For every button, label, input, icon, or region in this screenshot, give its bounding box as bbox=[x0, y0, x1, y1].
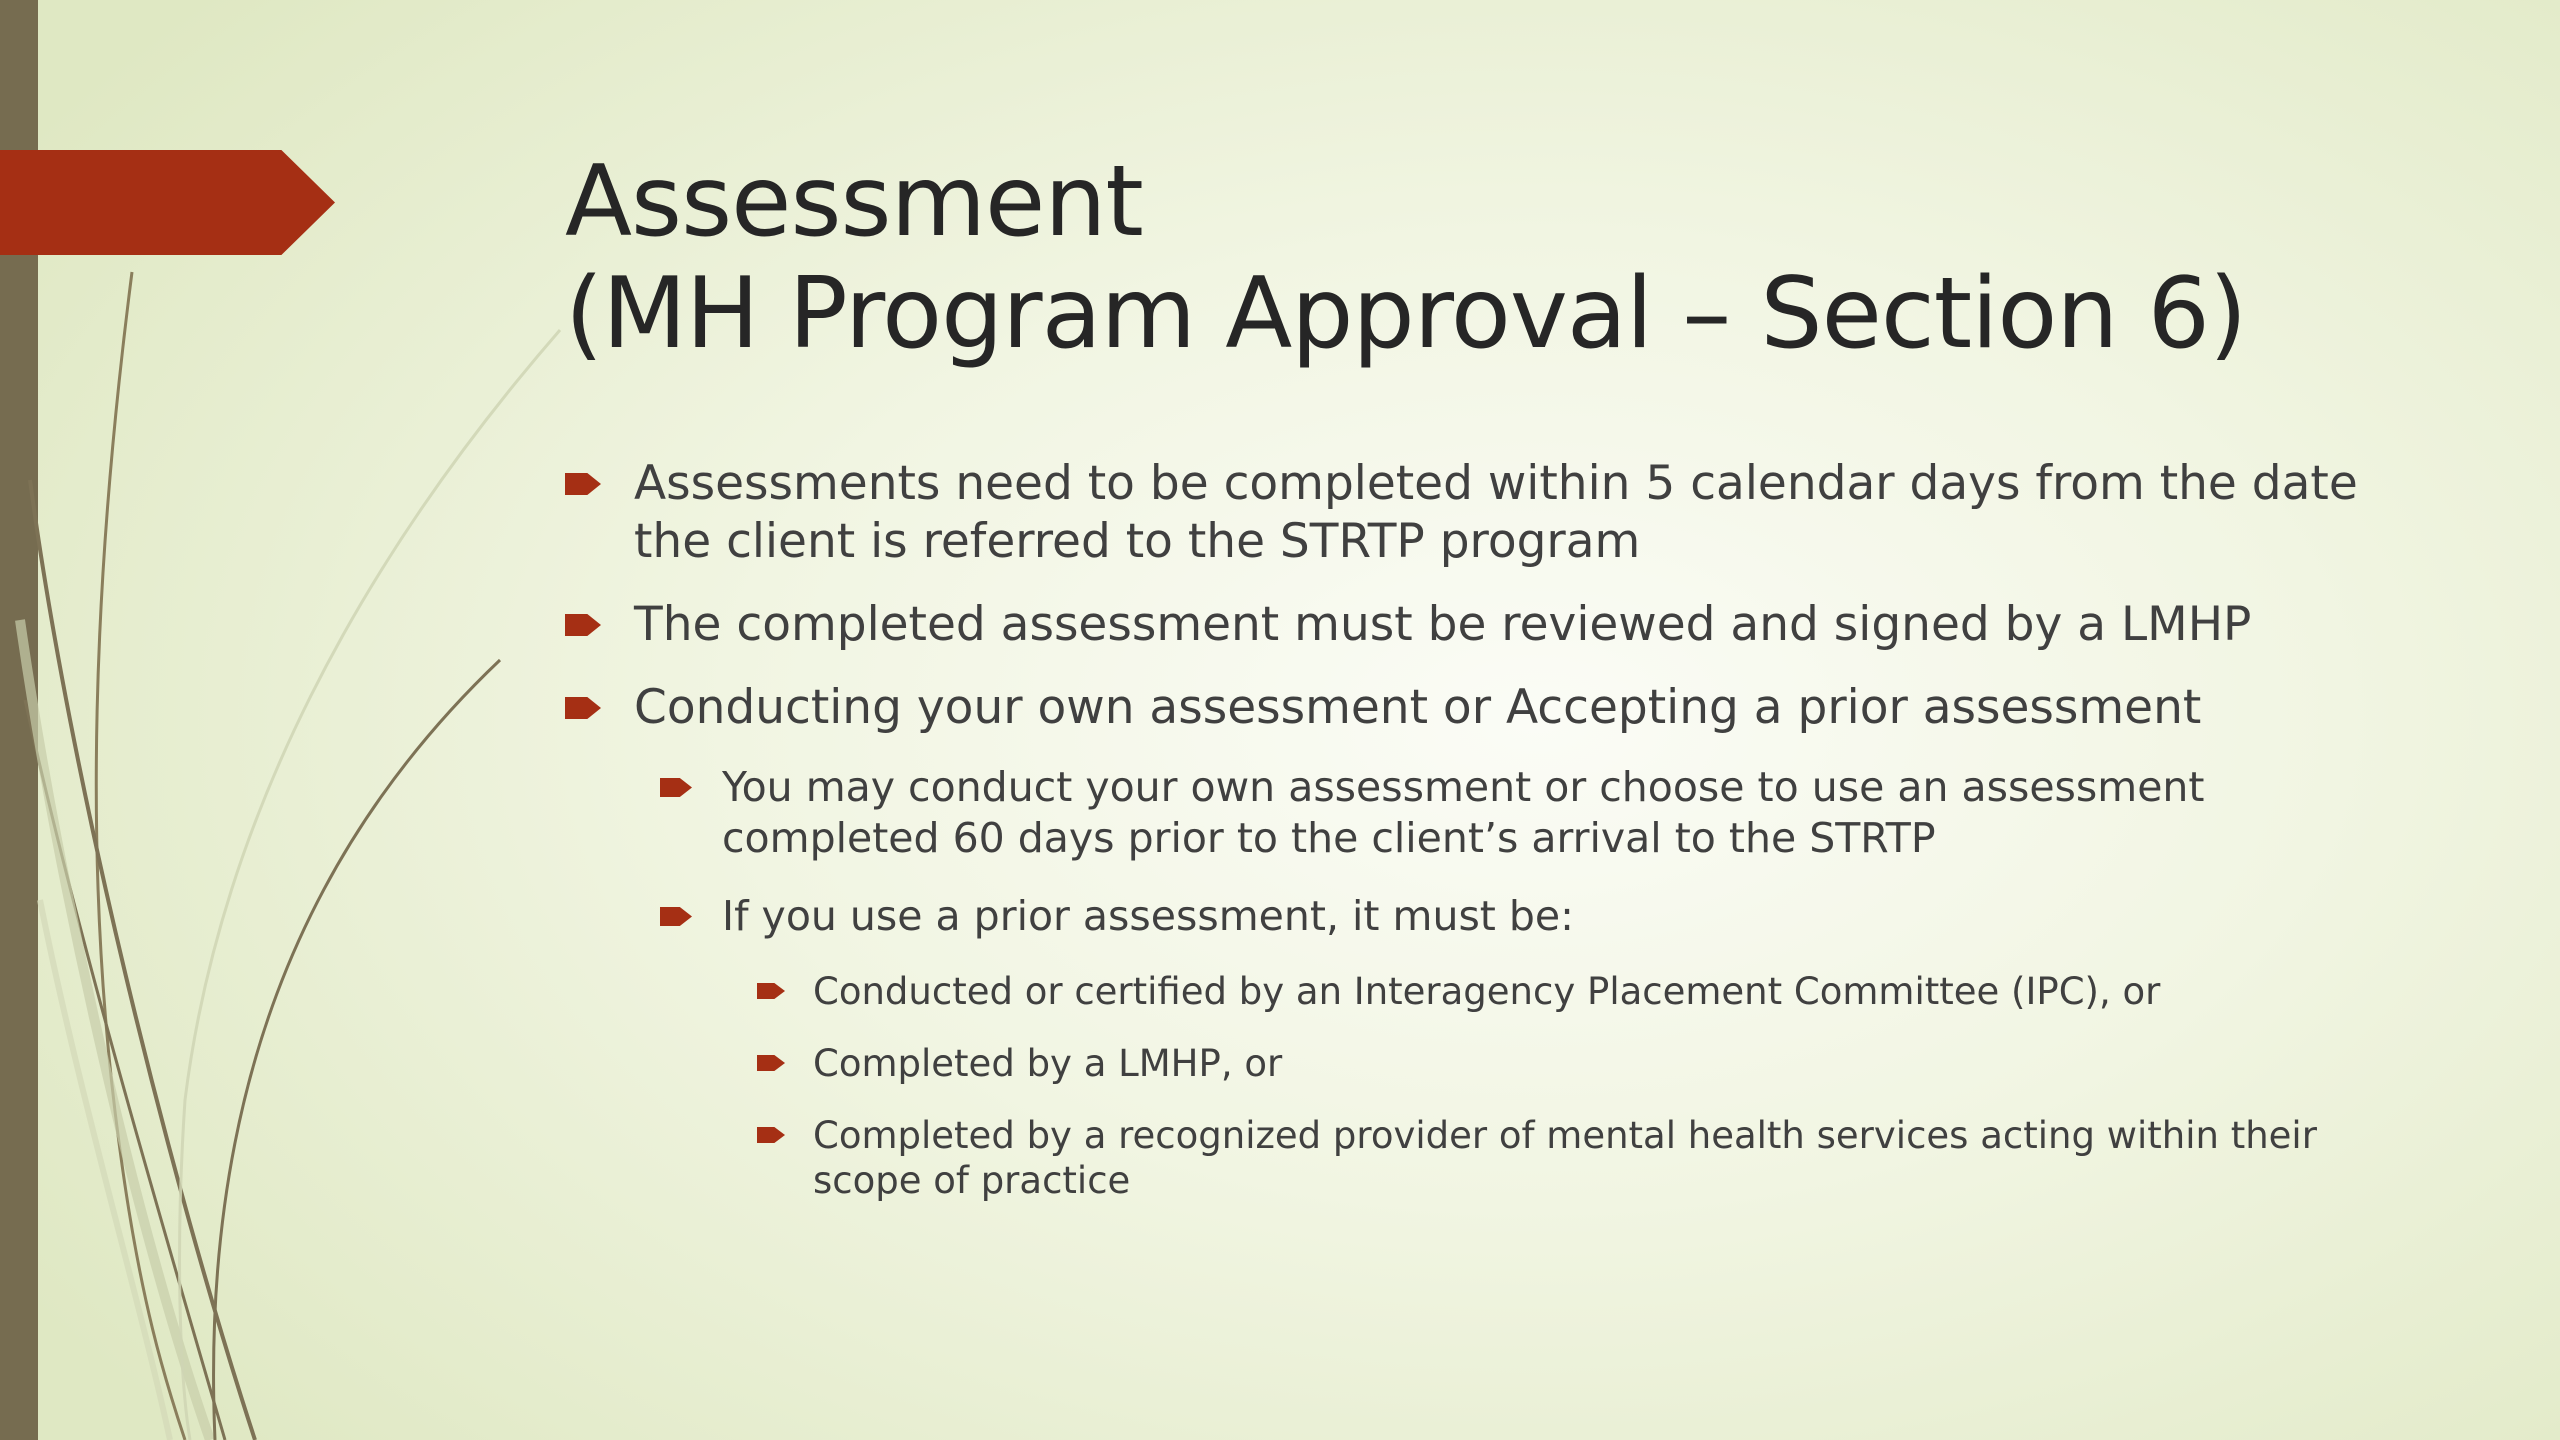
arrow-bullet-icon bbox=[757, 983, 785, 999]
arrow-bullet-icon bbox=[757, 1055, 785, 1071]
title-line-1: Assessment bbox=[565, 145, 1143, 259]
bullet-text: Assessments need to be completed within 5 calendar days from the date the client is referred to the STRTP program bbox=[634, 456, 2358, 569]
sub-sub-bullet-item bbox=[757, 1113, 2420, 1203]
arrow-bullet-icon bbox=[660, 907, 692, 926]
arrow-banner bbox=[0, 150, 335, 255]
sub-sub-bullet-item bbox=[757, 969, 2420, 1014]
arrow-bullet-icon bbox=[660, 778, 692, 797]
sub-sub-bullet-text: Completed by a LMHP, or bbox=[813, 1042, 1283, 1085]
bullet-item bbox=[565, 679, 2420, 737]
sub-sub-bullet-item bbox=[757, 1041, 2420, 1086]
arrow-bullet-icon bbox=[565, 697, 601, 719]
sub-sub-bullet-text: Completed by a recognized provider of mental health services acting within their scope of practice bbox=[813, 1114, 2317, 1202]
arrow-bullet-icon bbox=[565, 473, 601, 495]
sub-bullet-text: You may conduct your own assessment or choose to use an assessment completed 60 days prior to the client’s arrival to the STRTP bbox=[722, 763, 2205, 862]
bullet-text: Conducting your own assessment or Accepting a prior assessment bbox=[634, 680, 2202, 735]
bullet-list bbox=[565, 455, 2420, 1230]
sub-bullet-item bbox=[660, 891, 2420, 942]
title-line-2: (MH Program Approval – Section 6) bbox=[565, 257, 2247, 371]
sub-bullet-item bbox=[660, 762, 2420, 864]
arrow-bullet-icon bbox=[565, 614, 601, 636]
slide-title bbox=[565, 146, 2465, 370]
bullet-item bbox=[565, 455, 2420, 571]
bullet-text: The completed assessment must be reviewed and signed by a LMHP bbox=[634, 597, 2252, 652]
arrow-bullet-icon bbox=[757, 1127, 785, 1143]
sub-sub-bullet-text: Conducted or certified by an Interagency Placement Committee (IPC), or bbox=[813, 970, 2161, 1013]
sub-bullet-text: If you use a prior assessment, it must be: bbox=[722, 892, 1574, 940]
bullet-item bbox=[565, 596, 2420, 654]
